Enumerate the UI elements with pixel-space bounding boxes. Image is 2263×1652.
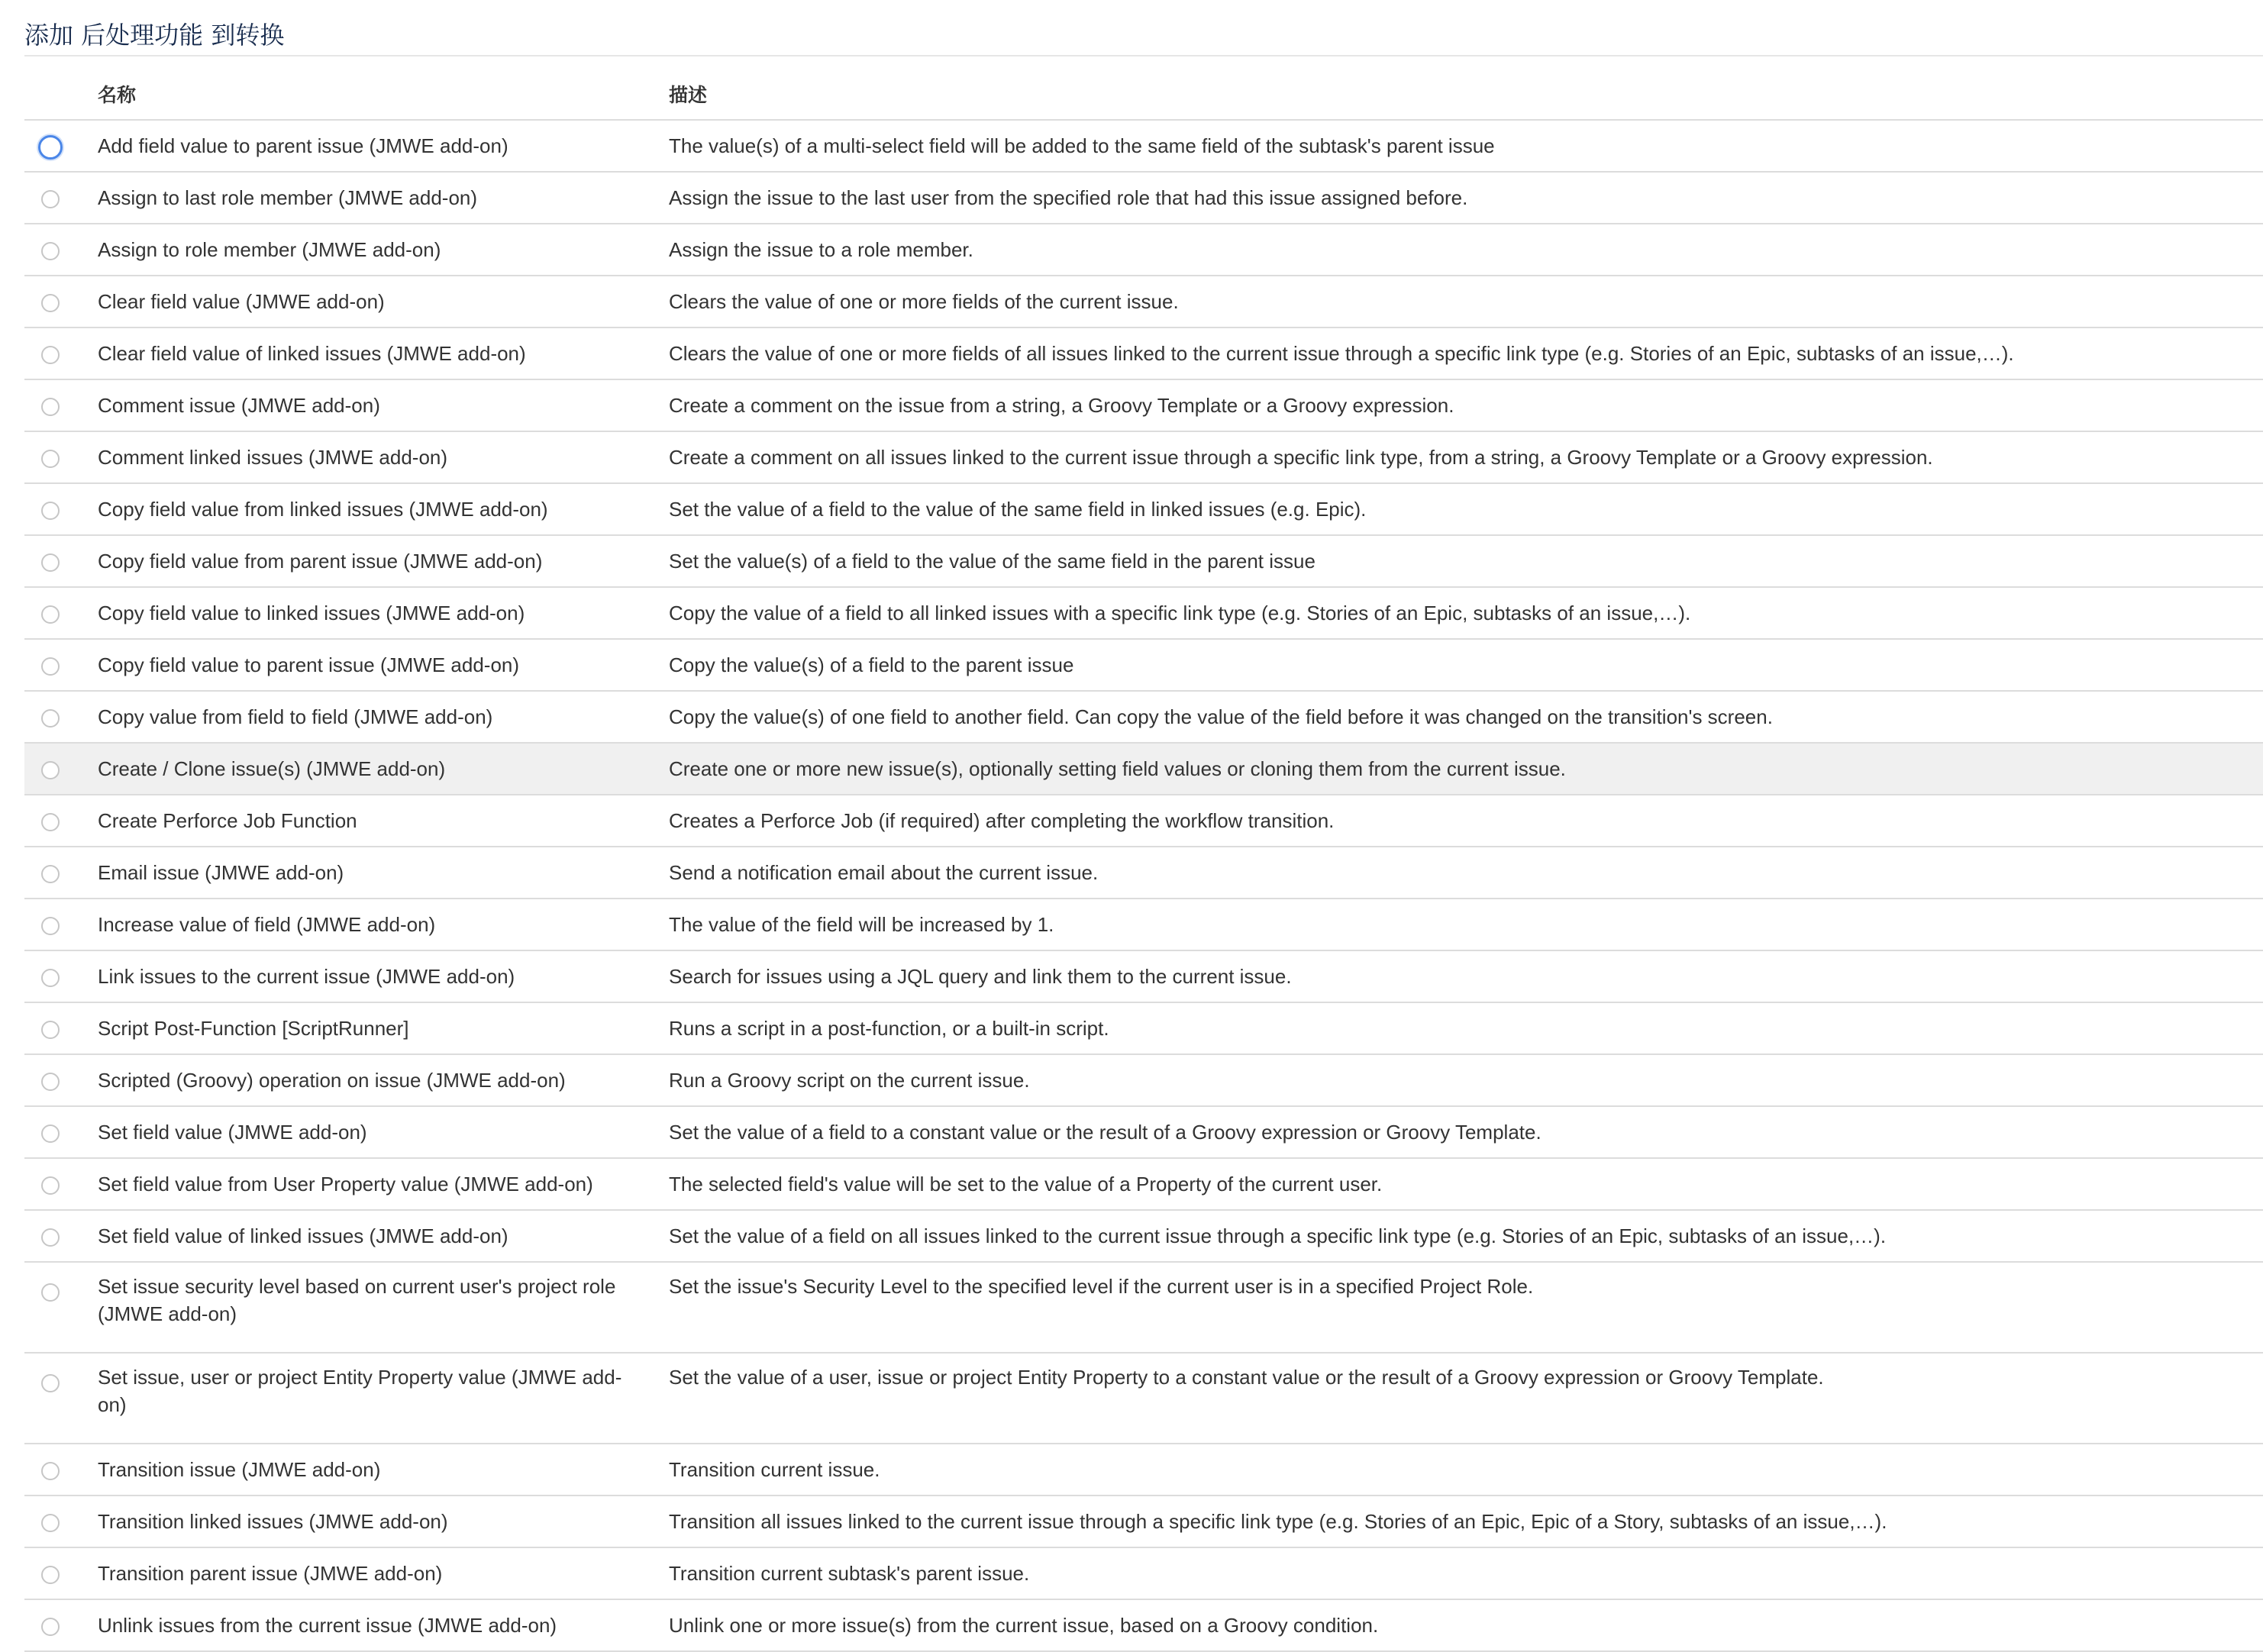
table-row[interactable] xyxy=(24,483,2263,535)
select-radio[interactable] xyxy=(41,450,60,468)
radio-cell xyxy=(24,120,98,172)
select-radio[interactable] xyxy=(41,502,60,520)
table-row[interactable] xyxy=(24,587,2263,639)
radio-cell xyxy=(24,899,98,950)
table-row[interactable] xyxy=(24,276,2263,327)
post-function-name: Comment linked issues (JMWE add-on) xyxy=(98,431,669,483)
post-function-name: Copy field value from linked issues (JMWE add-on) xyxy=(98,483,669,535)
radio-cell xyxy=(24,1353,98,1444)
radio-cell xyxy=(24,950,98,1002)
post-function-description: Set the issue's Security Level to the specified level if the current user is in a specified Project Role. xyxy=(669,1262,2263,1353)
post-function-name: Clear field value of linked issues (JMWE add-on) xyxy=(98,327,669,379)
post-function-name: Set issue, user or project Entity Property value (JMWE add-on) xyxy=(98,1353,669,1444)
post-function-name: Comment issue (JMWE add-on) xyxy=(98,379,669,431)
post-function-description: The value(s) of a multi-select field will be added to the same field of the subtask's parent issue xyxy=(669,120,2263,172)
post-function-description: Set the value of a field to the value of the same field in linked issues (e.g. Epic). xyxy=(669,483,2263,535)
post-function-description: Transition current subtask's parent issue. xyxy=(669,1547,2263,1599)
post-function-description: Set the value of a user, issue or project Entity Property to a constant value or the result of a Groovy expression or Groovy Template. xyxy=(669,1353,2263,1444)
table-row[interactable] xyxy=(24,327,2263,379)
table-row[interactable] xyxy=(24,1262,2263,1353)
post-function-name: Email issue (JMWE add-on) xyxy=(98,847,669,899)
radio-cell xyxy=(24,224,98,276)
select-radio[interactable] xyxy=(41,865,60,883)
post-function-description: Unlink one or more issue(s) from the current issue, based on a Groovy condition. xyxy=(669,1599,2263,1651)
table-row[interactable] xyxy=(24,795,2263,847)
radio-cell xyxy=(24,327,98,379)
table-row[interactable] xyxy=(24,1444,2263,1496)
select-radio[interactable] xyxy=(41,1176,60,1195)
select-radio[interactable] xyxy=(41,1374,60,1392)
select-radio[interactable] xyxy=(41,553,60,572)
post-function-description: The value of the field will be increased by 1. xyxy=(669,899,2263,950)
table-row[interactable] xyxy=(24,899,2263,950)
radio-cell xyxy=(24,172,98,224)
radio-cell xyxy=(24,276,98,327)
table-row[interactable] xyxy=(24,1496,2263,1547)
select-radio[interactable] xyxy=(41,1462,60,1480)
radio-cell xyxy=(24,691,98,743)
post-function-name: Link issues to the current issue (JMWE add-on) xyxy=(98,950,669,1002)
post-function-name: Transition parent issue (JMWE add-on) xyxy=(98,1547,669,1599)
radio-cell xyxy=(24,1158,98,1210)
post-function-name: Set field value from User Property value (JMWE add-on) xyxy=(98,1158,669,1210)
post-function-description: Send a notification email about the current issue. xyxy=(669,847,2263,899)
post-function-name: Copy value from field to field (JMWE add-on) xyxy=(98,691,669,743)
post-function-name: Unlink issues from the current issue (JMWE add-on) xyxy=(98,1599,669,1651)
post-function-description: Search for issues using a JQL query and link them to the current issue. xyxy=(669,950,2263,1002)
post-function-name: Increase value of field (JMWE add-on) xyxy=(98,899,669,950)
select-radio[interactable] xyxy=(41,605,60,624)
post-function-description: The selected field's value will be set to the value of a Property of the current user. xyxy=(669,1158,2263,1210)
post-function-name: Assign to last role member (JMWE add-on) xyxy=(98,172,669,224)
post-function-name: Set issue security level based on current user's project role (JMWE add-on) xyxy=(98,1262,669,1353)
post-function-name: Script Post-Function [ScriptRunner] xyxy=(98,1002,669,1054)
table-row[interactable] xyxy=(24,1599,2263,1651)
post-function-description: Assign the issue to a role member. xyxy=(669,224,2263,276)
table-row[interactable] xyxy=(24,1353,2263,1444)
post-function-description: Clears the value of one or more fields of the current issue. xyxy=(669,276,2263,327)
post-function-description: Copy the value(s) of a field to the parent issue xyxy=(669,639,2263,691)
select-radio[interactable] xyxy=(41,398,60,416)
table-row[interactable] xyxy=(24,172,2263,224)
post-function-name: Create Perforce Job Function xyxy=(98,795,669,847)
table-row[interactable] xyxy=(24,950,2263,1002)
radio-cell xyxy=(24,1106,98,1158)
select-radio[interactable] xyxy=(41,1283,60,1302)
select-radio[interactable] xyxy=(41,242,60,260)
select-radio[interactable] xyxy=(41,1566,60,1584)
radio-cell xyxy=(24,587,98,639)
radio-cell xyxy=(24,535,98,587)
name-column-header: 名称 xyxy=(98,69,669,120)
radio-cell xyxy=(24,795,98,847)
page-title: 添加 后处理功能 到转换 xyxy=(24,21,285,50)
post-function-name: Assign to role member (JMWE add-on) xyxy=(98,224,669,276)
post-function-name: Set field value of linked issues (JMWE add-on) xyxy=(98,1210,669,1262)
select-radio[interactable] xyxy=(41,1618,60,1636)
post-function-name: Scripted (Groovy) operation on issue (JMWE add-on) xyxy=(98,1054,669,1106)
radio-cell xyxy=(24,1210,98,1262)
table-row[interactable] xyxy=(24,691,2263,743)
radio-cell xyxy=(24,431,98,483)
post-function-name: Transition issue (JMWE add-on) xyxy=(98,1444,669,1496)
radio-cell xyxy=(24,1547,98,1599)
post-function-description: Creates a Perforce Job (if required) after completing the workflow transition. xyxy=(669,795,2263,847)
post-function-description: Copy the value(s) of one field to another field. Can copy the value of the field before it was changed on the transition's screen. xyxy=(669,691,2263,743)
select-radio[interactable] xyxy=(41,657,60,676)
select-radio[interactable] xyxy=(41,1228,60,1247)
post-function-description: Clears the value of one or more fields of all issues linked to the current issue through a specific link type (e.g. Stories of an Epic, subtasks of an issue,…). xyxy=(669,327,2263,379)
post-function-description: Runs a script in a post-function, or a built-in script. xyxy=(669,1002,2263,1054)
table-row[interactable] xyxy=(24,743,2263,795)
select-radio[interactable] xyxy=(38,135,63,160)
radio-cell xyxy=(24,743,98,795)
post-function-description: Set the value of a field on all issues linked to the current issue through a specific link type (e.g. Stories of an Epic, subtasks of an issue,…). xyxy=(669,1210,2263,1262)
table-row[interactable] xyxy=(24,1210,2263,1262)
radio-cell xyxy=(24,1262,98,1353)
post-function-description: Run a Groovy script on the current issue. xyxy=(669,1054,2263,1106)
post-function-name: Copy field value to parent issue (JMWE add-on) xyxy=(98,639,669,691)
post-function-description: Transition current issue. xyxy=(669,1444,2263,1496)
table-row[interactable] xyxy=(24,847,2263,899)
radio-cell xyxy=(24,379,98,431)
post-function-description: Set the value of a field to a constant value or the result of a Groovy expression or Groovy Template. xyxy=(669,1106,2263,1158)
select-radio[interactable] xyxy=(41,1021,60,1039)
select-radio[interactable] xyxy=(41,190,60,208)
post-function-description: Assign the issue to the last user from the specified role that had this issue assigned before. xyxy=(669,172,2263,224)
post-function-name: Copy field value to linked issues (JMWE add-on) xyxy=(98,587,669,639)
table-row[interactable] xyxy=(24,379,2263,431)
select-radio[interactable] xyxy=(41,709,60,728)
table-header-row xyxy=(24,69,2263,120)
radio-cell xyxy=(24,1054,98,1106)
select-radio[interactable] xyxy=(41,1124,60,1143)
table-row[interactable] xyxy=(24,224,2263,276)
select-radio[interactable] xyxy=(41,761,60,779)
post-function-name: Transition linked issues (JMWE add-on) xyxy=(98,1496,669,1547)
table-body xyxy=(24,120,2263,1651)
radio-column-header xyxy=(24,69,98,120)
table-row[interactable] xyxy=(24,1158,2263,1210)
select-radio[interactable] xyxy=(41,294,60,312)
post-function-table xyxy=(24,69,2263,1652)
select-radio[interactable] xyxy=(41,346,60,364)
radio-cell xyxy=(24,483,98,535)
post-function-description: Transition all issues linked to the current issue through a specific link type (e.g. Stories of an Epic, Epic of a Story, subtasks of an issue,…). xyxy=(669,1496,2263,1547)
select-radio[interactable] xyxy=(41,969,60,987)
radio-cell xyxy=(24,847,98,899)
radio-cell xyxy=(24,639,98,691)
radio-cell xyxy=(24,1496,98,1547)
table-row[interactable] xyxy=(24,1106,2263,1158)
title-divider xyxy=(24,55,2263,56)
radio-cell xyxy=(24,1599,98,1651)
radio-cell xyxy=(24,1444,98,1496)
post-function-name: Copy field value from parent issue (JMWE add-on) xyxy=(98,535,669,587)
select-radio[interactable] xyxy=(41,813,60,831)
radio-cell xyxy=(24,1002,98,1054)
table-row[interactable] xyxy=(24,1054,2263,1106)
post-function-name: Add field value to parent issue (JMWE add-on) xyxy=(98,120,669,172)
post-function-description: Create one or more new issue(s), optionally setting field values or cloning them from the current issue. xyxy=(669,743,2263,795)
post-function-description: Set the value(s) of a field to the value of the same field in the parent issue xyxy=(669,535,2263,587)
post-function-name: Create / Clone issue(s) (JMWE add-on) xyxy=(98,743,669,795)
table-row[interactable] xyxy=(24,1002,2263,1054)
table-row[interactable] xyxy=(24,535,2263,587)
table-row[interactable] xyxy=(24,120,2263,172)
post-function-name: Set field value (JMWE add-on) xyxy=(98,1106,669,1158)
table-row[interactable] xyxy=(24,431,2263,483)
post-function-name: Clear field value (JMWE add-on) xyxy=(98,276,669,327)
table-row[interactable] xyxy=(24,639,2263,691)
select-radio[interactable] xyxy=(41,1073,60,1091)
table-row[interactable] xyxy=(24,1547,2263,1599)
post-function-description: Create a comment on the issue from a string, a Groovy Template or a Groovy expression. xyxy=(669,379,2263,431)
select-radio[interactable] xyxy=(41,1514,60,1532)
post-function-description: Create a comment on all issues linked to the current issue through a specific link type, from a string, a Groovy Template or a Groovy expression. xyxy=(669,431,2263,483)
select-radio[interactable] xyxy=(41,917,60,935)
description-column-header: 描述 xyxy=(669,69,2263,120)
post-function-description: Copy the value of a field to all linked issues with a specific link type (e.g. Stories of an Epic, subtasks of an issue,…). xyxy=(669,587,2263,639)
